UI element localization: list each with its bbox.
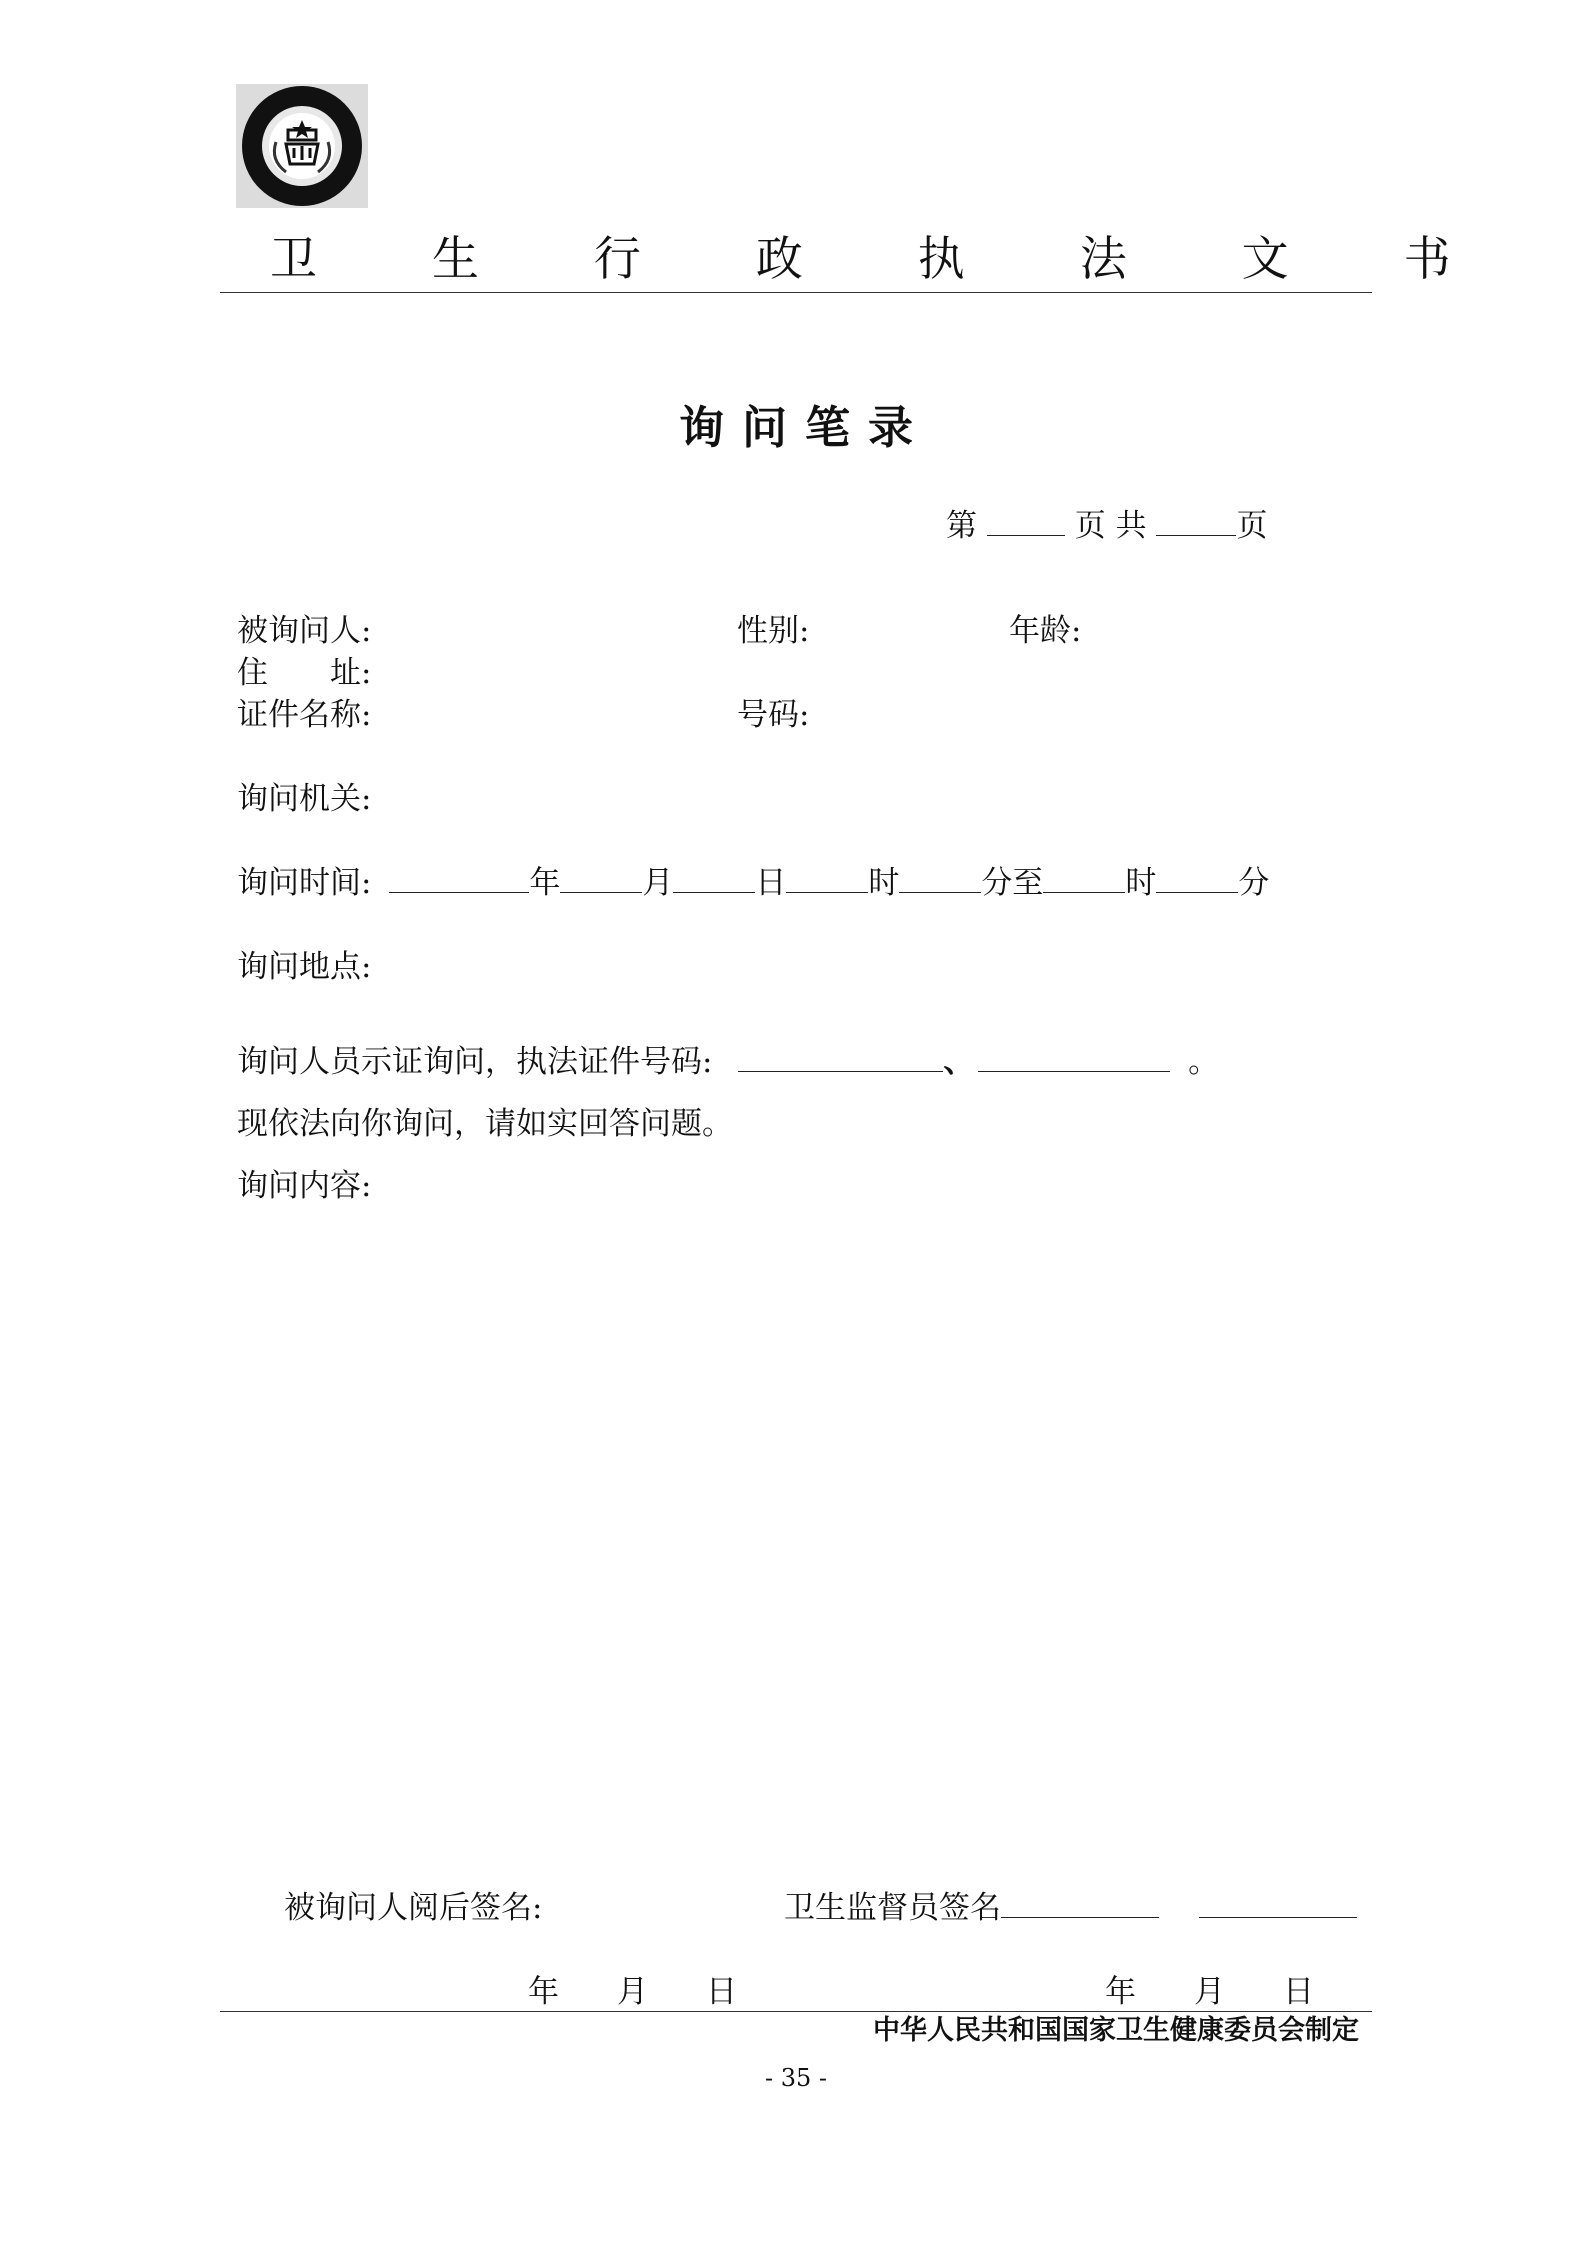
month-blank[interactable] bbox=[560, 862, 642, 893]
health-inspection-emblem bbox=[236, 84, 368, 208]
year-blank[interactable] bbox=[389, 862, 529, 893]
id-number-label: 号码: bbox=[737, 697, 810, 733]
respondent-date-month: 月 bbox=[617, 1974, 648, 2010]
place-label: 询问地点: bbox=[237, 949, 372, 985]
inspector-signature-label: 卫生监督员签名 bbox=[784, 1890, 1001, 1926]
credential-row bbox=[237, 1041, 1219, 1083]
inquiry-time-label: 询问时间: bbox=[237, 865, 372, 901]
credential-period: 。 bbox=[1188, 1044, 1220, 1080]
inspector-signature-row bbox=[784, 1887, 1357, 1929]
inspector-signature-2-blank[interactable] bbox=[1199, 1887, 1357, 1918]
header-divider bbox=[220, 292, 1372, 293]
respondent-date-day: 日 bbox=[706, 1974, 737, 2010]
legal-notice: 现依法向你询问，请如实回答问题。 bbox=[237, 1106, 733, 1142]
unit-year: 年 bbox=[529, 865, 561, 901]
document-title: 询问笔录 bbox=[678, 401, 931, 454]
issuer-text: 中华人民共和国国家卫生健康委员会制定 bbox=[873, 2015, 1359, 2046]
respondent-date bbox=[528, 1971, 737, 2013]
credential-number-2-blank[interactable] bbox=[978, 1041, 1170, 1072]
minute-start-blank[interactable] bbox=[899, 862, 981, 893]
gender-label: 性别: bbox=[737, 613, 810, 649]
unit-minute-to: 分至 bbox=[981, 865, 1044, 901]
inspector-date-day: 日 bbox=[1283, 1974, 1314, 2010]
total-pages-blank[interactable] bbox=[1156, 505, 1236, 536]
emblem-icon bbox=[236, 84, 368, 208]
credential-label: 询问人员示证询问，执法证件号码: bbox=[237, 1044, 713, 1080]
unit-hour-end: 时 bbox=[1125, 865, 1157, 901]
unit-day: 日 bbox=[755, 865, 787, 901]
unit-hour-start: 时 bbox=[868, 865, 900, 901]
hour-end-blank[interactable] bbox=[1043, 862, 1125, 893]
hour-start-blank[interactable] bbox=[786, 862, 868, 893]
page-counter-middle: 页 共 bbox=[1074, 508, 1147, 544]
header-title: 卫 生 行 政 执 法 文 书 bbox=[270, 232, 1501, 287]
age-label: 年龄: bbox=[1009, 613, 1082, 649]
page-number: - 35 - bbox=[764, 2064, 827, 2092]
respondent-signature-label: 被询问人阅后签名: bbox=[284, 1890, 543, 1926]
agency-label: 询问机关: bbox=[237, 781, 372, 817]
content-label: 询问内容: bbox=[237, 1168, 372, 1204]
unit-month: 月 bbox=[642, 865, 674, 901]
inspector-signature-1-blank[interactable] bbox=[1001, 1887, 1159, 1918]
day-blank[interactable] bbox=[673, 862, 755, 893]
address-label: 住 址: bbox=[237, 655, 372, 691]
unit-minute-end: 分 bbox=[1238, 865, 1270, 901]
inspector-date bbox=[1105, 1971, 1314, 2013]
credential-separator: 、 bbox=[943, 1044, 975, 1080]
page-number-blank[interactable] bbox=[987, 505, 1065, 536]
credential-number-1-blank[interactable] bbox=[738, 1041, 943, 1072]
page-counter-prefix: 第 bbox=[946, 508, 977, 544]
page-counter bbox=[946, 505, 1267, 547]
inspector-date-year: 年 bbox=[1105, 1974, 1136, 2010]
page-counter-suffix: 页 bbox=[1236, 508, 1268, 544]
inquiry-time-row bbox=[237, 862, 1269, 904]
respondent-date-year: 年 bbox=[528, 1974, 559, 2010]
id-type-label: 证件名称: bbox=[237, 697, 372, 733]
minute-end-blank[interactable] bbox=[1156, 862, 1238, 893]
inspector-date-month: 月 bbox=[1194, 1974, 1225, 2010]
respondent-label: 被询问人: bbox=[237, 613, 372, 649]
